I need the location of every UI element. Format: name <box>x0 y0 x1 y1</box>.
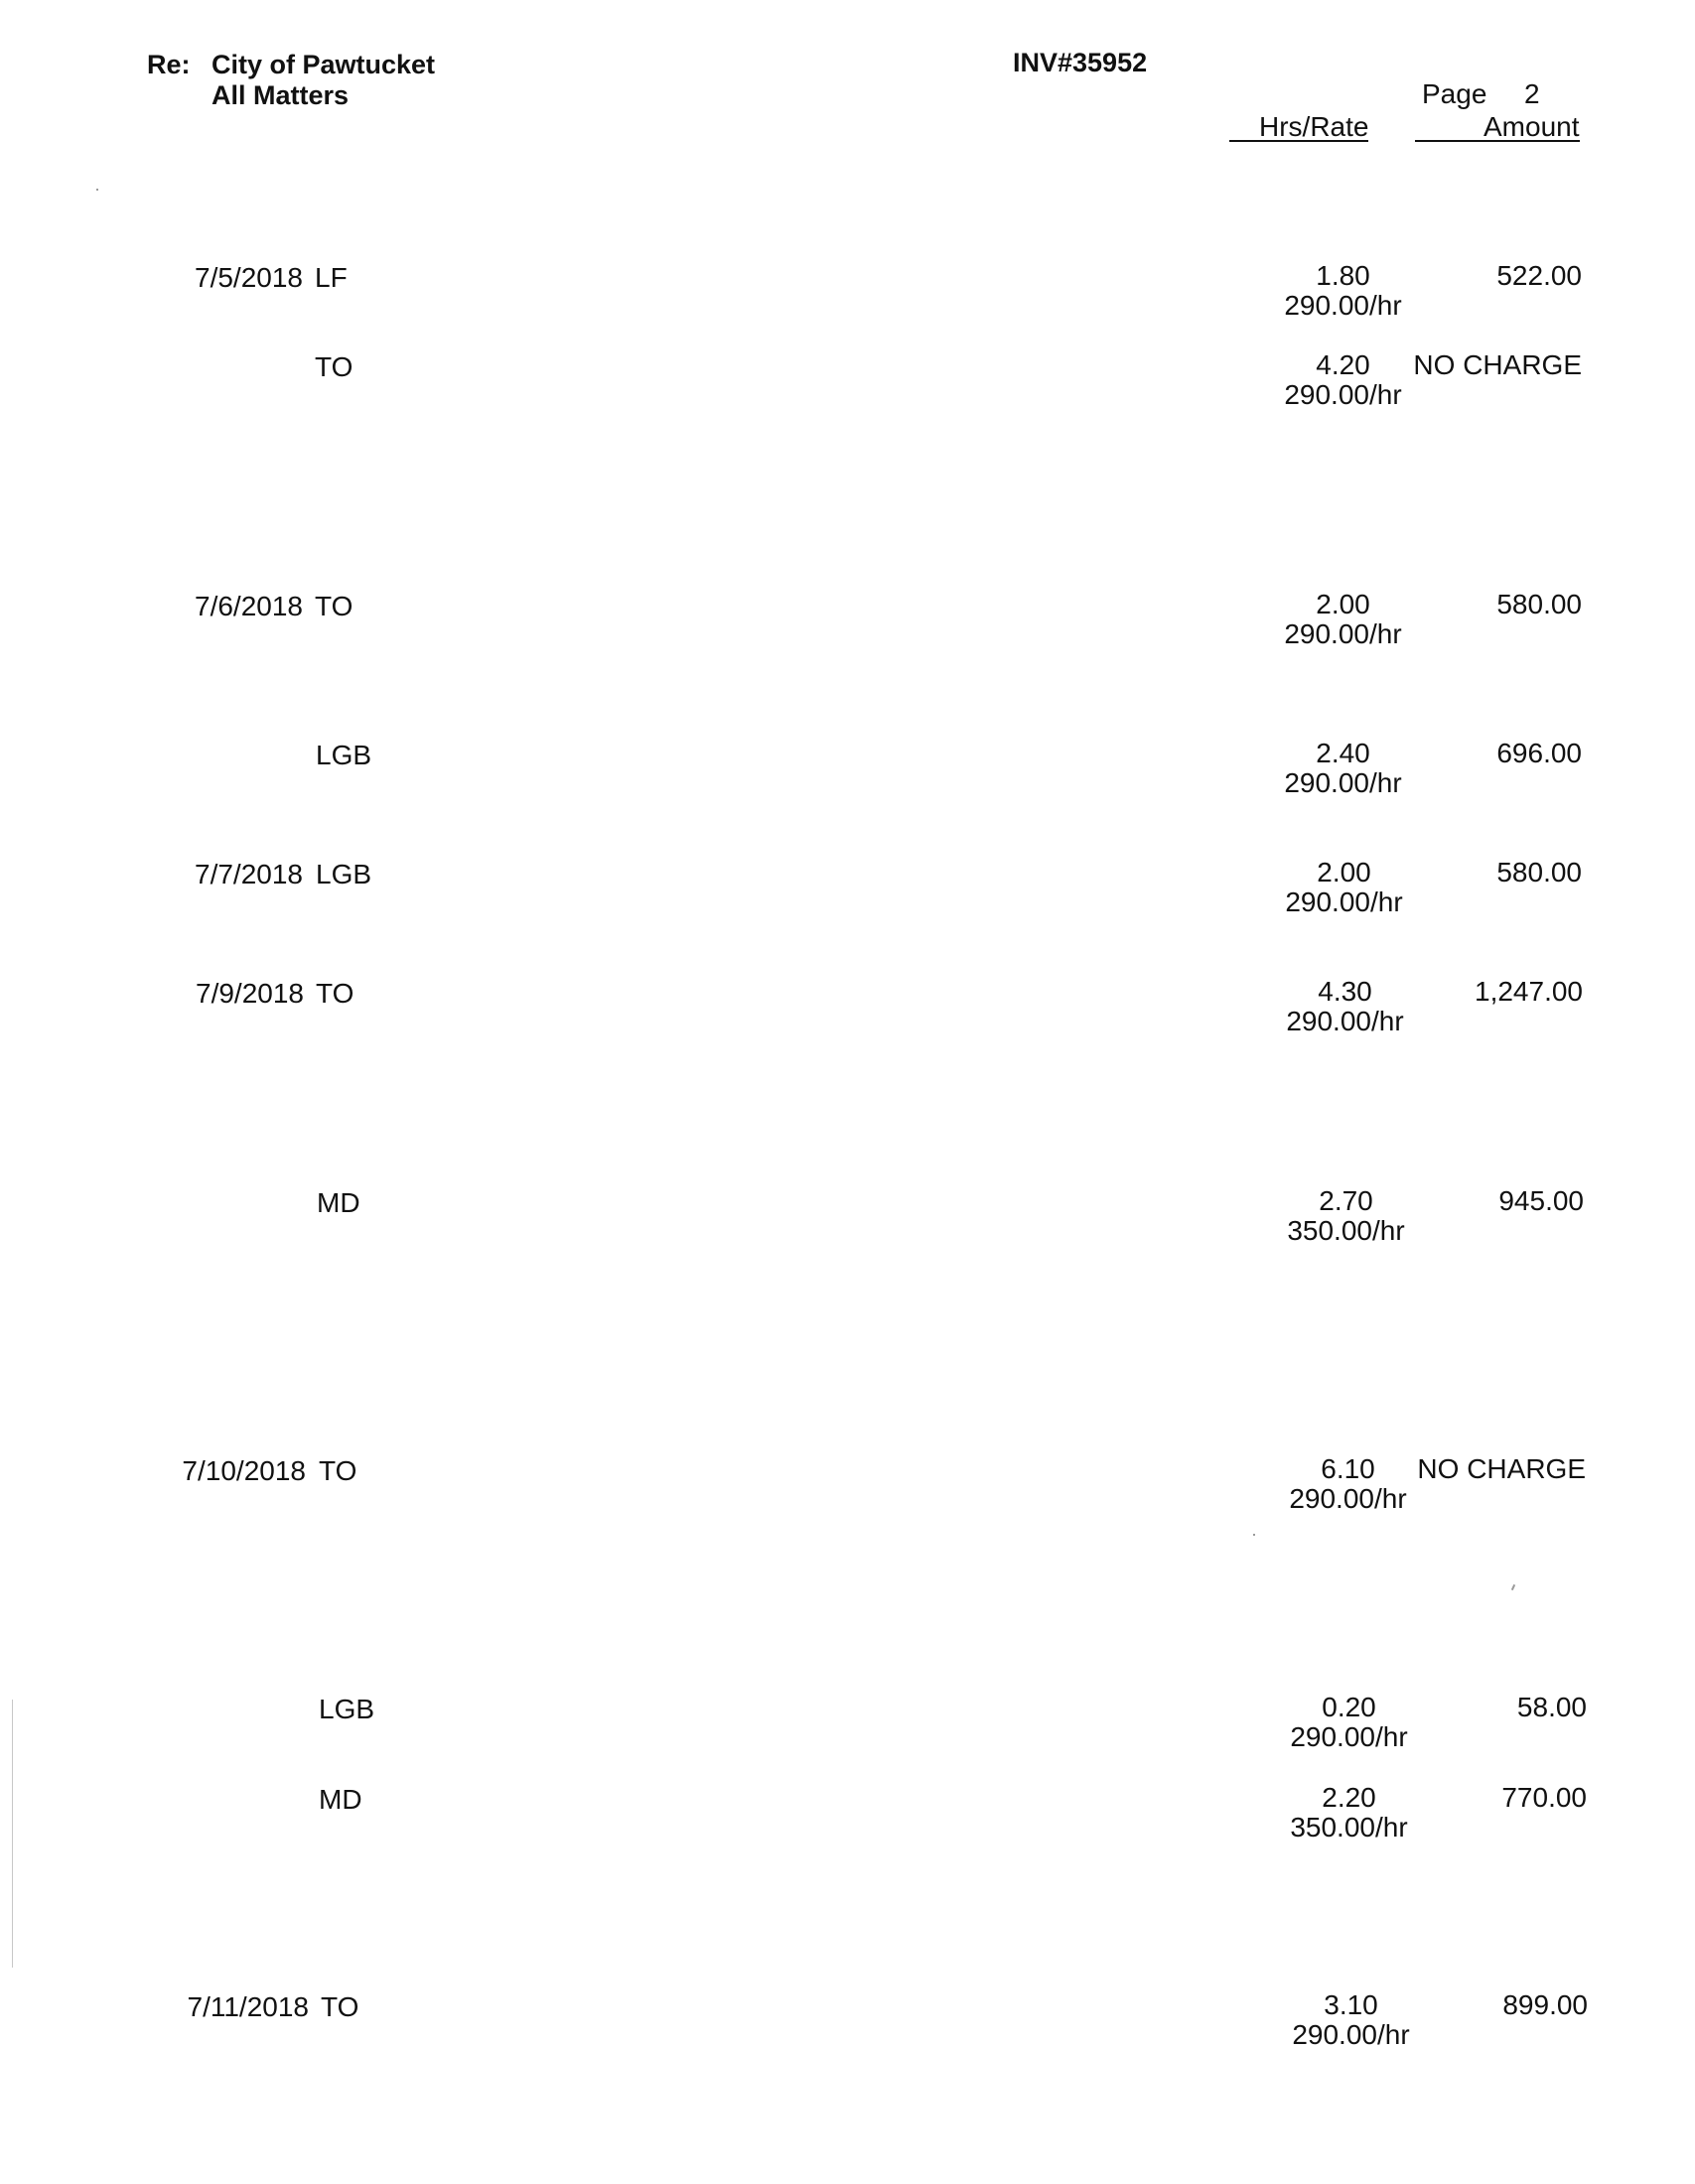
entry-rate: 290.00/hr <box>1284 290 1402 321</box>
entry-amount: 1,247.00 <box>1475 976 1583 1007</box>
entry-date: 7/5/2018 <box>195 262 303 293</box>
entry-hours: 1.80 <box>1316 260 1370 291</box>
entry-hours: 4.20 <box>1316 349 1370 380</box>
entry-hours: 2.00 <box>1316 589 1370 619</box>
entry-rate: 290.00/hr <box>1290 1721 1408 1752</box>
entry-initials: TO <box>321 1991 359 2022</box>
entry-date: 7/9/2018 <box>196 978 304 1009</box>
entry-amount: 522.00 <box>1496 260 1582 291</box>
entry-rate: 290.00/hr <box>1286 1006 1404 1036</box>
scan-speck <box>96 189 98 191</box>
entry-date: 7/7/2018 <box>195 859 303 889</box>
entry-rate: 290.00/hr <box>1284 767 1402 798</box>
entry-date: 7/11/2018 <box>187 1991 309 2022</box>
entry-initials: LF <box>315 262 348 293</box>
entry-hours: 6.10 <box>1321 1453 1375 1484</box>
entry-initials: MD <box>317 1187 360 1218</box>
entry-initials: TO <box>315 351 353 382</box>
entry-amount: 58.00 <box>1516 1692 1587 1722</box>
entry-hours: 2.00 <box>1317 857 1371 887</box>
entry-rate: 290.00/hr <box>1292 2019 1410 2050</box>
entry-initials: TO <box>319 1455 357 1486</box>
scan-speck <box>1253 1534 1255 1536</box>
scan-edge-line <box>12 1700 13 1968</box>
entry-date: 7/10/2018 <box>182 1455 306 1486</box>
column-header-hrs-rate: Hrs/Rate <box>1259 111 1369 142</box>
entry-amount: 899.00 <box>1502 1989 1588 2020</box>
scan-speck <box>1511 1584 1515 1590</box>
entry-hours: 2.40 <box>1316 738 1370 768</box>
entry-initials: TO <box>315 591 353 621</box>
entry-initials: LGB <box>316 740 372 770</box>
entry-rate: 290.00/hr <box>1284 379 1402 410</box>
entry-amount: 580.00 <box>1496 589 1582 619</box>
entry-rate: 350.00/hr <box>1290 1812 1408 1843</box>
entry-amount: 580.00 <box>1496 857 1582 887</box>
entry-hours: 2.20 <box>1322 1782 1376 1813</box>
entry-amount: 696.00 <box>1496 738 1582 768</box>
entry-rate: 290.00/hr <box>1284 618 1402 649</box>
invoice-number: INV#35952 <box>1013 48 1148 77</box>
entry-rate: 290.00/hr <box>1289 1483 1407 1514</box>
matter-name: All Matters <box>212 80 350 110</box>
entry-amount: 770.00 <box>1501 1782 1587 1813</box>
entry-amount: NO CHARGE <box>1417 1453 1586 1484</box>
entry-hours: 4.30 <box>1318 976 1372 1007</box>
entry-rate: 350.00/hr <box>1287 1215 1405 1246</box>
entry-date: 7/6/2018 <box>195 591 303 621</box>
column-header-amount: Amount <box>1483 111 1580 142</box>
entry-initials: LGB <box>319 1694 375 1724</box>
page-label: Page <box>1422 78 1487 109</box>
entry-hours: 3.10 <box>1324 1989 1378 2020</box>
entry-initials: TO <box>316 978 354 1009</box>
entry-amount: 945.00 <box>1498 1185 1584 1216</box>
entry-rate: 290.00/hr <box>1285 887 1403 917</box>
entry-initials: LGB <box>316 859 372 889</box>
entry-hours: 2.70 <box>1319 1185 1373 1216</box>
entry-amount: NO CHARGE <box>1413 349 1582 380</box>
entry-initials: MD <box>319 1784 362 1815</box>
client-name: City of Pawtucket <box>212 50 436 79</box>
re-label: Re: <box>147 50 191 79</box>
entry-hours: 0.20 <box>1322 1692 1376 1722</box>
page-number: 2 <box>1524 78 1540 109</box>
